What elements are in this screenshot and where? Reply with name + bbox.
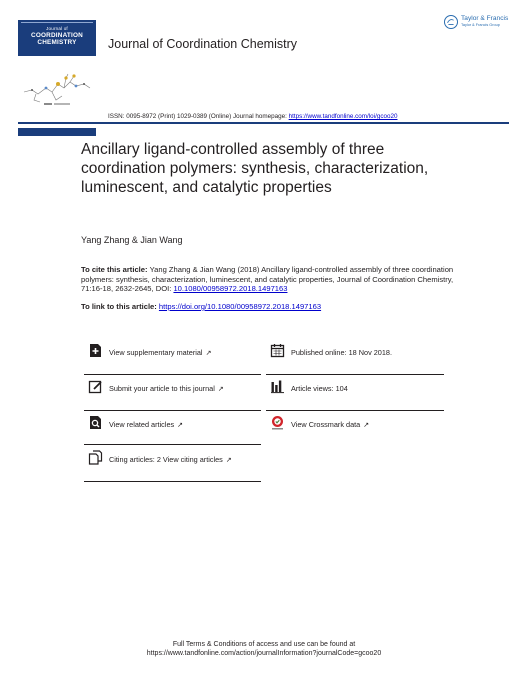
publisher-subtitle: Taylor & Francis Group xyxy=(461,23,500,27)
cover-footer-band xyxy=(18,128,96,136)
article-views-row xyxy=(266,376,444,406)
article-link-line xyxy=(81,302,321,312)
cover-journal-label: Journal of xyxy=(46,26,68,31)
pencil-edit-icon xyxy=(88,379,103,394)
issn-text: ISSN: 0095-8972 (Print) 1029-0389 (Online) Journal homepage: xyxy=(108,113,289,120)
publisher-name: Taylor & Francis xyxy=(461,15,509,22)
taylor-francis-logo-icon xyxy=(444,15,458,29)
cover-molecule-illustration xyxy=(22,70,92,116)
cite-label: To cite this article: xyxy=(81,265,150,274)
link-label: To link to this article: xyxy=(81,302,159,311)
footer-terms-link[interactable]: https://www.tandfonline.com/action/journalInformation?journalCode=gcoo20 xyxy=(146,650,382,657)
published-online-row xyxy=(266,340,444,370)
external-link-icon: ↗ xyxy=(205,350,212,357)
journal-title: Journal of Coordination Chemistry xyxy=(108,37,297,51)
crossmark-row[interactable] xyxy=(266,412,444,442)
article-authors: Yang Zhang & Jian Wang xyxy=(81,235,183,245)
issn-line xyxy=(108,113,397,121)
related-articles-row[interactable] xyxy=(84,412,261,442)
divider xyxy=(84,444,261,445)
published-label: Published online: 18 Nov 2018. xyxy=(291,348,393,357)
cover-top-rule xyxy=(21,22,93,24)
article-doi-url[interactable]: https://doi.org/10.1080/00958972.2018.1497163 xyxy=(158,302,322,311)
related-label: View related articles xyxy=(109,420,175,429)
doi-link[interactable]: 10.1080/00958972.2018.1497163 xyxy=(173,284,288,293)
divider xyxy=(84,374,261,375)
submit-label: Submit your article to this journal xyxy=(109,384,215,393)
publisher-logo[interactable] xyxy=(444,14,520,32)
footer-terms xyxy=(0,640,528,658)
cover-title-line2: CHEMISTRY xyxy=(37,39,77,46)
plus-document-icon xyxy=(88,343,103,358)
cover-title-band xyxy=(18,20,96,56)
cover-title-line1: COORDINATION xyxy=(31,32,83,39)
supplementary-label: View supplementary material xyxy=(109,348,203,357)
submit-article-row[interactable] xyxy=(84,376,261,406)
search-document-icon xyxy=(88,415,103,430)
journal-homepage-link[interactable]: https://www.tandfonline.com/loi/gcoo20 xyxy=(288,113,398,120)
article-title: Ancillary ligand-controlled assembly of three coordination polymers: synthesis, characterization, luminescent, and catalytic properties xyxy=(81,141,429,196)
citation-block xyxy=(81,265,461,294)
external-link-icon: ↗ xyxy=(363,422,370,429)
cite-text: Yang Zhang & Jian Wang (2018) Ancillary ligand-controlled assembly of three coordination polymers: synthesis, characterization, luminescent, and catalytic properties, Journal of Coordination Chemistry, 71:16-18, 2632-2645, DOI: xyxy=(81,265,454,293)
bar-chart-icon xyxy=(270,379,285,394)
citing-documents-icon xyxy=(88,450,103,465)
citing-articles-row[interactable] xyxy=(84,447,261,477)
divider xyxy=(84,481,261,482)
crossmark-icon xyxy=(270,415,285,430)
calendar-icon xyxy=(270,343,285,358)
view-supplementary-row[interactable] xyxy=(84,340,261,370)
crossmark-label: View Crossmark data xyxy=(291,420,361,429)
external-link-icon: ↗ xyxy=(217,386,224,393)
divider xyxy=(84,410,261,411)
divider xyxy=(266,374,444,375)
header-divider xyxy=(18,122,509,124)
divider xyxy=(266,410,444,411)
footer-line1: Full Terms & Conditions of access and use can be found at xyxy=(172,641,356,648)
external-link-icon: ↗ xyxy=(177,422,184,429)
citing-label: Citing articles: 2 View citing articles xyxy=(109,455,223,464)
external-link-icon: ↗ xyxy=(225,457,232,464)
views-label: Article views: 104 xyxy=(291,384,348,393)
cover-journal-title xyxy=(18,32,96,46)
journal-cover xyxy=(18,20,96,120)
